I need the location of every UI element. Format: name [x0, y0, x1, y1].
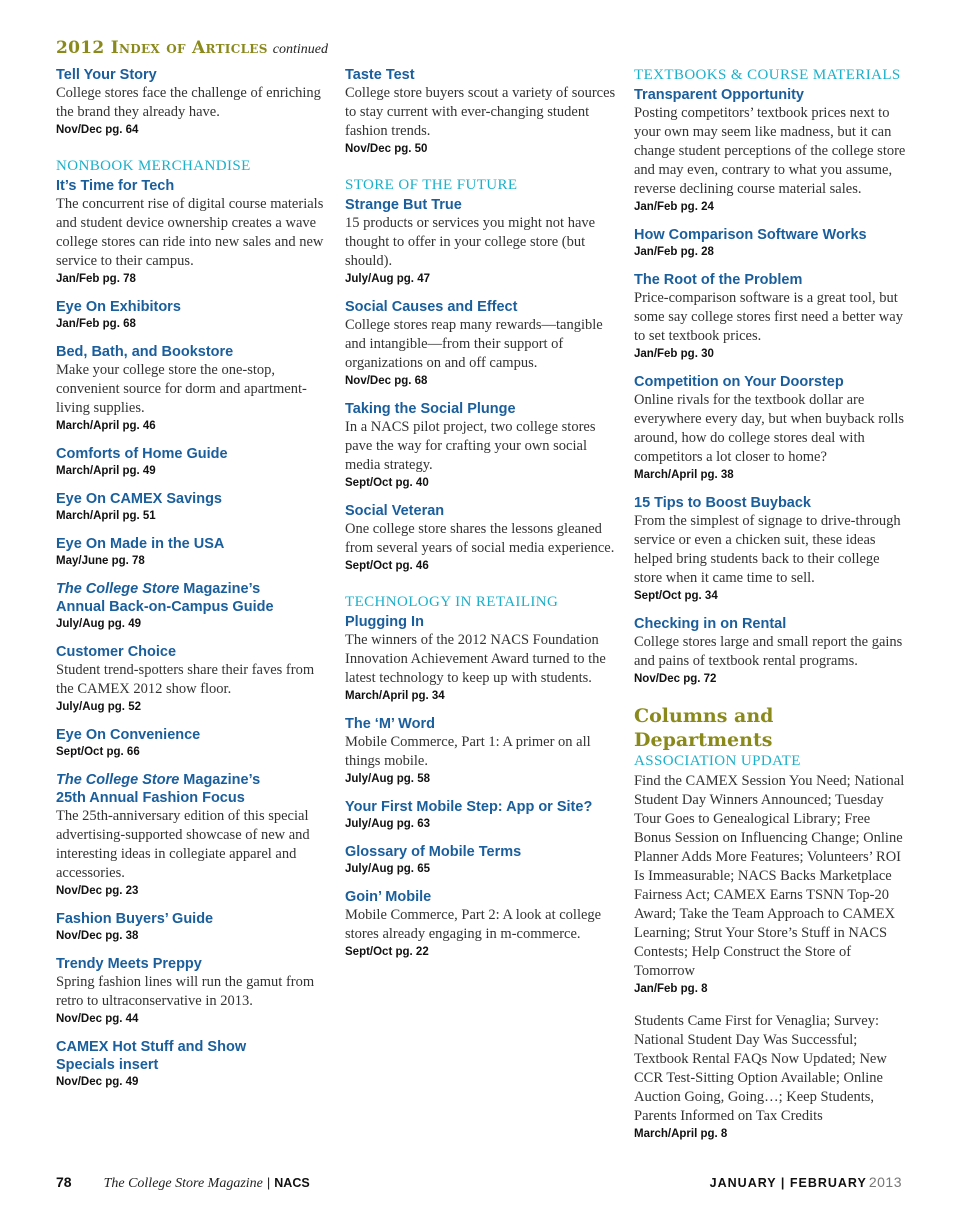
- article-description: 15 products or services you might not have thought to offer in your college store (but should).: [345, 215, 596, 269]
- issue-reference: March/April pg. 8: [634, 1128, 728, 1140]
- issue-reference: March/April pg. 46: [56, 420, 156, 432]
- article-entry: [634, 1012, 909, 1143]
- article-entry: [345, 196, 620, 288]
- article-title: Goin’ Mobile: [345, 889, 432, 905]
- article-entry: [345, 66, 620, 158]
- issue-reference: Nov/Dec pg. 68: [345, 375, 428, 387]
- section-heading: NONBOOK MERCHANDISE: [56, 158, 251, 174]
- article-title-line2: Annual Back-on-Campus Guide: [56, 599, 274, 615]
- article-title: Eye On Exhibitors: [56, 299, 181, 315]
- section-heading: TECHNOLOGY IN RETAILING: [345, 594, 559, 610]
- article-description: Make your college store the one-stop, convenient source for dorm and apartment-living supplies.: [56, 362, 307, 416]
- article-description: College stores face the challenge of enriching the brand they already have.: [56, 85, 321, 120]
- article-title: Taste Test: [345, 67, 415, 83]
- organization-name: NACS: [274, 1176, 310, 1190]
- article-description: One college store shares the lessons gleaned from several years of social media experience.: [345, 521, 615, 556]
- issue-reference: July/Aug pg. 58: [345, 773, 430, 785]
- article-entry: [56, 66, 331, 139]
- article-entry: [345, 400, 620, 492]
- article-title-line2: Specials insert: [56, 1057, 159, 1073]
- article-entry: [345, 715, 620, 788]
- title-rest: Magazine’s: [179, 581, 261, 597]
- section-heading: TEXTBOOKS & COURSE MATERIALS: [634, 67, 901, 83]
- article-title: [56, 580, 331, 598]
- article-entry: [56, 1038, 331, 1091]
- article-title: Social Causes and Effect: [345, 299, 518, 315]
- article-description: Mobile Commerce, Part 2: A look at college stores already engaging in m-commerce.: [345, 907, 602, 942]
- article-entry: [56, 490, 331, 525]
- article-entry: [56, 910, 331, 945]
- page-footer-right: [710, 1174, 902, 1192]
- article-description: Find the CAMEX Session You Need; National Student Day Winners Announced; Tuesday Tour Goes to Genealogical Library; Free Bonus Session on Influencing Change; Online Planner Adds More Features; Volunteers’ ROI Is Immeasurable; NACS Backs Marketplace Fairness Act; CAMEX Earns TSNN Top-20 Award; Take the Team Approach to CAMEX Learning; Strut Your Store’s Stuff in NACS Contests; Help Construct the Store of Tomorrow: [634, 773, 905, 979]
- title-rest: Magazine’s: [179, 772, 261, 788]
- columns-departments-heading: Columns and Departments: [634, 705, 774, 751]
- issue-reference: July/Aug pg. 63: [345, 818, 430, 830]
- article-description: The winners of the 2012 NACS Foundation Innovation Achievement Award turned to the latest technology to keep up with students.: [345, 632, 606, 686]
- issue-reference: July/Aug pg. 52: [56, 701, 141, 713]
- article-title: Taking the Social Plunge: [345, 401, 516, 417]
- magazine-name: The College Store: [56, 772, 180, 788]
- article-description: Online rivals for the textbook dollar are everywhere every day, but when buyback rolls around, how do college stores deal with competitors a lot closer to home?: [634, 392, 905, 465]
- article-description: The 25th-anniversary edition of this special advertising-supported showcase of new and interesting ideas in collegiate apparel and accessories.: [56, 808, 310, 881]
- article-title: Transparent Opportunity: [634, 87, 804, 103]
- article-description: Posting competitors’ textbook prices next to your own may seem like madness, but it can change student perceptions of the college store and may even, contrary to what you assume, reverse declining course material sales.: [634, 105, 906, 197]
- article-title: Glossary of Mobile Terms: [345, 844, 522, 860]
- page-footer-left: [56, 1174, 310, 1192]
- article-entry: [56, 580, 331, 633]
- article-title: Competition on Your Doorstep: [634, 374, 844, 390]
- article-description: Price-comparison software is a great tool, but some say college stores first need a better way to set textbook prices.: [634, 290, 903, 344]
- section-heading: STORE OF THE FUTURE: [345, 177, 518, 193]
- column-2: [345, 66, 620, 961]
- article-title: Eye On CAMEX Savings: [56, 491, 222, 507]
- issue-reference: Sept/Oct pg. 34: [634, 590, 718, 602]
- article-entry: [634, 86, 909, 216]
- article-description: Students Came First for Venaglia; Survey: National Student Day Was Successful; Textbook Rental FAQs Now Updated; New CCR Test-Sitting Option Available; Online Auction Going, Going…; Keep Students, Parents Informed on Tax Credits: [634, 1013, 887, 1124]
- article-entry: [345, 298, 620, 390]
- article-entry: [56, 177, 331, 288]
- magazine-name: The College Store: [56, 581, 180, 597]
- article-description: College stores reap many rewards—tangible and intangible—from their support of organizations on and off campus.: [345, 317, 603, 371]
- index-title: 2012 Index of Articles: [56, 38, 268, 58]
- issue-reference: Jan/Feb pg. 68: [56, 318, 136, 330]
- issue-reference: Nov/Dec pg. 72: [634, 673, 717, 685]
- article-entry: [345, 843, 620, 878]
- issue-reference: Jan/Feb pg. 8: [634, 983, 708, 995]
- article-title: CAMEX Hot Stuff and Show: [56, 1039, 247, 1055]
- article-title: Your First Mobile Step: App or Site?: [345, 799, 593, 815]
- article-entry: [56, 535, 331, 570]
- article-entry: [56, 445, 331, 480]
- article-description: College store buyers scout a variety of sources to stay current with ever-changing student fashion trends.: [345, 85, 616, 139]
- article-entry: [634, 271, 909, 363]
- article-title: Customer Choice: [56, 644, 177, 660]
- issue-reference: Jan/Feb pg. 78: [56, 273, 136, 285]
- issue-reference: July/Aug pg. 65: [345, 863, 430, 875]
- article-entry: [634, 494, 909, 605]
- article-title: How Comparison Software Works: [634, 227, 867, 243]
- issue-reference: Nov/Dec pg. 23: [56, 885, 139, 897]
- article-title: Tell Your Story: [56, 67, 157, 83]
- issue-reference: Nov/Dec pg. 38: [56, 930, 139, 942]
- article-description: College stores large and small report the gains and pains of textbook rental programs.: [634, 634, 903, 669]
- article-title: Comforts of Home Guide: [56, 446, 228, 462]
- article-entry: [345, 613, 620, 705]
- article-title: Bed, Bath, and Bookstore: [56, 344, 234, 360]
- article-title: Strange But True: [345, 197, 462, 213]
- article-title: Checking in on Rental: [634, 616, 787, 632]
- article-entry: [634, 373, 909, 484]
- article-description: From the simplest of signage to drive-through service or even a chicken suit, these ideas helped bring students back to their college store when it came time to sell.: [634, 513, 901, 586]
- article-entry: [56, 771, 331, 900]
- article-title: Social Veteran: [345, 503, 445, 519]
- column-3: [634, 66, 909, 1143]
- article-description: In a NACS pilot project, two college stores pave the way for crafting your own social media strategy.: [345, 419, 596, 473]
- issue-reference: Sept/Oct pg. 66: [56, 746, 140, 758]
- issue-reference: Jan/Feb pg. 28: [634, 246, 714, 258]
- issue-reference: Nov/Dec pg. 64: [56, 124, 139, 136]
- article-description: Mobile Commerce, Part 1: A primer on all things mobile.: [345, 734, 591, 769]
- article-title-line2: 25th Annual Fashion Focus: [56, 790, 245, 806]
- article-entry: [634, 615, 909, 688]
- article-entry: [634, 772, 909, 998]
- issue-reference: March/April pg. 49: [56, 465, 156, 477]
- article-title: Eye On Convenience: [56, 727, 201, 743]
- article-entry: [56, 643, 331, 716]
- article-entry: [345, 502, 620, 575]
- issue-reference: Sept/Oct pg. 22: [345, 946, 429, 958]
- article-entry: [345, 798, 620, 833]
- article-title: Eye On Made in the USA: [56, 536, 225, 552]
- issue-reference: July/Aug pg. 49: [56, 618, 141, 630]
- article-title: Plugging In: [345, 614, 424, 630]
- issue-reference: Nov/Dec pg. 50: [345, 143, 428, 155]
- issue-reference: July/Aug pg. 47: [345, 273, 430, 285]
- article-title: Trendy Meets Preppy: [56, 956, 202, 972]
- article-entry: [345, 888, 620, 961]
- article-title: [56, 771, 331, 789]
- article-title: The ‘M’ Word: [345, 716, 435, 732]
- article-title: Fashion Buyers’ Guide: [56, 911, 214, 927]
- issue-reference: Jan/Feb pg. 30: [634, 348, 714, 360]
- page-number: 78: [56, 1174, 72, 1190]
- article-title: 15 Tips to Boost Buyback: [634, 495, 811, 511]
- article-entry: [56, 298, 331, 333]
- section-heading: ASSOCIATION UPDATE: [634, 753, 801, 769]
- article-entry: [56, 726, 331, 761]
- magazine-title: The College Store Magazine: [103, 1176, 263, 1191]
- page-header: [56, 38, 328, 58]
- article-entry: [634, 226, 909, 261]
- issue-reference: Nov/Dec pg. 44: [56, 1013, 139, 1025]
- issue-reference: March/April pg. 38: [634, 469, 734, 481]
- article-entry: [56, 343, 331, 435]
- issue-reference: March/April pg. 51: [56, 510, 156, 522]
- article-description: Student trend-spotters share their faves from the CAMEX 2012 show floor.: [56, 662, 315, 697]
- footer-separator: |: [266, 1175, 271, 1190]
- issue-reference: March/April pg. 34: [345, 690, 445, 702]
- issue-year: 2013: [868, 1174, 902, 1190]
- issue-reference: May/June pg. 78: [56, 555, 145, 567]
- article-title: It’s Time for Tech: [56, 178, 175, 194]
- continued-label: continued: [272, 42, 328, 57]
- issue-reference: Sept/Oct pg. 40: [345, 477, 429, 489]
- column-1: [56, 66, 331, 1091]
- article-description: The concurrent rise of digital course materials and student device ownership creates a wave college stores can ride into new sales and new service to their campus.: [56, 196, 324, 269]
- article-description: Spring fashion lines will run the gamut from retro to ultraconservative in 2013.: [56, 974, 315, 1009]
- issue-reference: Sept/Oct pg. 46: [345, 560, 429, 572]
- issue-reference: Jan/Feb pg. 24: [634, 201, 714, 213]
- issue-reference: Nov/Dec pg. 49: [56, 1076, 139, 1088]
- issue-months: JANUARY | FEBRUARY: [709, 1176, 867, 1190]
- article-entry: [56, 955, 331, 1028]
- article-title: The Root of the Problem: [634, 272, 803, 288]
